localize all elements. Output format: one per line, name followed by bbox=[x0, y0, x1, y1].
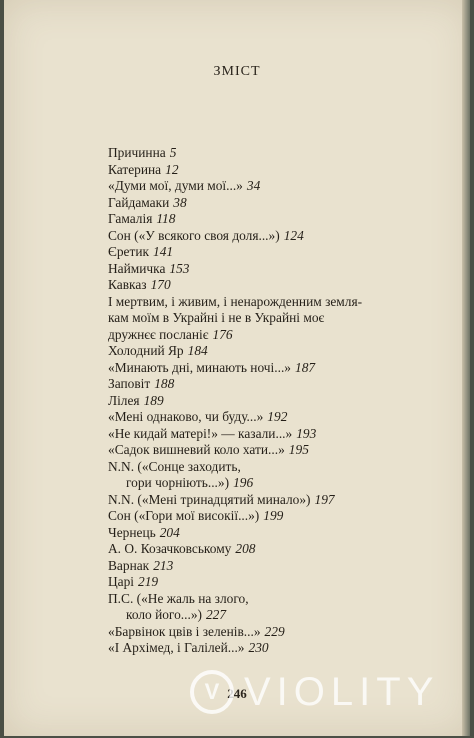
toc-entry bbox=[108, 574, 408, 591]
toc-entry-title: І мертвим, і живим, і ненарожденним земля- bbox=[108, 293, 363, 309]
toc-page-number: 195 bbox=[288, 442, 309, 457]
toc-entry bbox=[108, 541, 408, 558]
toc-page-number: 34 bbox=[246, 178, 261, 193]
toc-page-number: 189 bbox=[143, 392, 164, 408]
toc-entry-title: Сон («У всякого своя доля...») bbox=[108, 227, 280, 243]
toc-entry bbox=[108, 558, 408, 575]
toc-entry-continuation-text: кам моїм в Украйні і не в Украйні моє bbox=[108, 310, 325, 325]
toc-entry bbox=[108, 525, 408, 542]
toc-entry bbox=[108, 591, 408, 624]
toc-page-number: 153 bbox=[169, 260, 190, 276]
toc-entry-title: N.N. («Сонце заходить, bbox=[108, 458, 241, 474]
toc-entry-title: Царі bbox=[108, 574, 135, 589]
page-number: 246 bbox=[227, 686, 247, 701]
watermark bbox=[190, 662, 460, 722]
toc-entry bbox=[108, 145, 408, 162]
toc-page-number: 230 bbox=[248, 640, 269, 655]
toc-entry-title: Єретик bbox=[108, 244, 150, 259]
toc-page-number: 187 bbox=[295, 359, 316, 375]
watermark-text: VIOLITY bbox=[244, 669, 440, 714]
toc-entry-title: Варнак bbox=[108, 557, 150, 573]
toc-entry-continuation-text: дружнєє посланіє bbox=[108, 326, 209, 342]
toc-entry-continuation bbox=[108, 607, 408, 624]
toc-page-number: 118 bbox=[156, 211, 176, 226]
toc-entry-title: «Мені однаково, чи буду...» bbox=[108, 409, 264, 424]
toc-entry-title: А. О. Козачковському bbox=[108, 541, 232, 556]
toc-entry bbox=[108, 624, 408, 641]
toc-entry bbox=[108, 640, 408, 657]
toc-page-number: 176 bbox=[212, 326, 233, 342]
toc-entry bbox=[108, 393, 408, 410]
toc-entry-continuation bbox=[108, 475, 408, 492]
toc-page-number: 184 bbox=[187, 343, 208, 358]
toc-entry-title: Сон («Гори мої високії...») bbox=[108, 508, 260, 523]
toc-entry-title: «Садок вишневий коло хати...» bbox=[108, 442, 285, 457]
toc-entry-title: Холодний Яр bbox=[108, 343, 184, 358]
toc-entry-title: П.С. («Не жаль на злого, bbox=[108, 590, 249, 606]
toc-page-number: 193 bbox=[296, 425, 317, 441]
toc-page-number: 188 bbox=[154, 376, 175, 391]
toc-entry bbox=[108, 211, 408, 228]
toc-entry bbox=[108, 409, 408, 426]
toc-entry bbox=[108, 178, 408, 195]
toc-entry bbox=[108, 459, 408, 492]
toc-entry bbox=[108, 244, 408, 261]
toc-entry-title: Лілея bbox=[108, 392, 140, 408]
toc-entry-title: «Думи мої, думи мої...» bbox=[108, 178, 243, 193]
toc-entry bbox=[108, 261, 408, 278]
toc-entry-title: Гайдамаки bbox=[108, 194, 170, 210]
toc-entry-title: Гамалія bbox=[108, 211, 153, 226]
toc-page-number: 170 bbox=[150, 277, 171, 292]
toc-page-number: 229 bbox=[264, 623, 285, 639]
toc-entry bbox=[108, 195, 408, 212]
toc-entry-title: «Минають дні, минають ночі...» bbox=[108, 359, 291, 375]
toc-page-number: 199 bbox=[263, 508, 284, 523]
toc-page-number: 227 bbox=[205, 607, 227, 622]
toc-entry-continuation bbox=[108, 327, 408, 344]
page-edge bbox=[462, 0, 470, 736]
toc-entry-title: N.N. («Мені тринадцятий минало») bbox=[108, 491, 311, 507]
toc-page-number: 192 bbox=[267, 409, 288, 424]
toc-entry bbox=[108, 228, 408, 245]
toc-page-number: 219 bbox=[138, 574, 159, 589]
toc-entry-title: Катерина bbox=[108, 161, 162, 177]
toc-entry-title: Заповіт bbox=[108, 376, 151, 391]
toc-entry bbox=[108, 492, 408, 509]
toc-entry-continuation-text: гори чорніють...») bbox=[126, 475, 230, 490]
toc-entry-title: Кавказ bbox=[108, 277, 147, 292]
toc-entry bbox=[108, 376, 408, 393]
toc-entry bbox=[108, 426, 408, 443]
book-page bbox=[4, 0, 470, 736]
toc-page-number: 213 bbox=[153, 557, 174, 573]
toc-entry-continuation-text: коло його...») bbox=[126, 607, 202, 622]
toc-page-number: 5 bbox=[169, 145, 177, 160]
watermark-logo-icon: V bbox=[190, 670, 234, 714]
toc-entry-title: «Барвінок цвів і зеленів...» bbox=[108, 623, 261, 639]
toc-page-number: 204 bbox=[159, 524, 180, 540]
toc-entry bbox=[108, 360, 408, 377]
toc-page-number: 141 bbox=[153, 244, 174, 259]
toc-entry bbox=[108, 162, 408, 179]
toc-entry-title: «Не кидай матері!» — казали...» bbox=[108, 425, 293, 441]
toc-entry bbox=[108, 294, 408, 344]
toc-entry bbox=[108, 442, 408, 459]
toc-entry bbox=[108, 508, 408, 525]
toc-entry-continuation bbox=[108, 310, 408, 327]
toc-entry bbox=[108, 343, 408, 360]
toc-page-number: 12 bbox=[165, 161, 179, 177]
toc-entry-title: Причинна bbox=[108, 145, 166, 160]
toc-page-number: 124 bbox=[283, 227, 304, 243]
toc-entry-title: «І Архімед, і Галілей...» bbox=[108, 640, 245, 655]
table-of-contents bbox=[108, 145, 408, 657]
toc-page-number: 197 bbox=[314, 491, 335, 507]
toc-page-number: 38 bbox=[173, 194, 187, 210]
toc-entry-title: Наймичка bbox=[108, 260, 166, 276]
toc-entry bbox=[108, 277, 408, 294]
toc-page-number: 208 bbox=[235, 541, 256, 556]
toc-entry-title: Чернець bbox=[108, 524, 156, 540]
page-title: ЗМІСТ bbox=[213, 64, 261, 79]
toc-page-number: 196 bbox=[233, 475, 254, 490]
